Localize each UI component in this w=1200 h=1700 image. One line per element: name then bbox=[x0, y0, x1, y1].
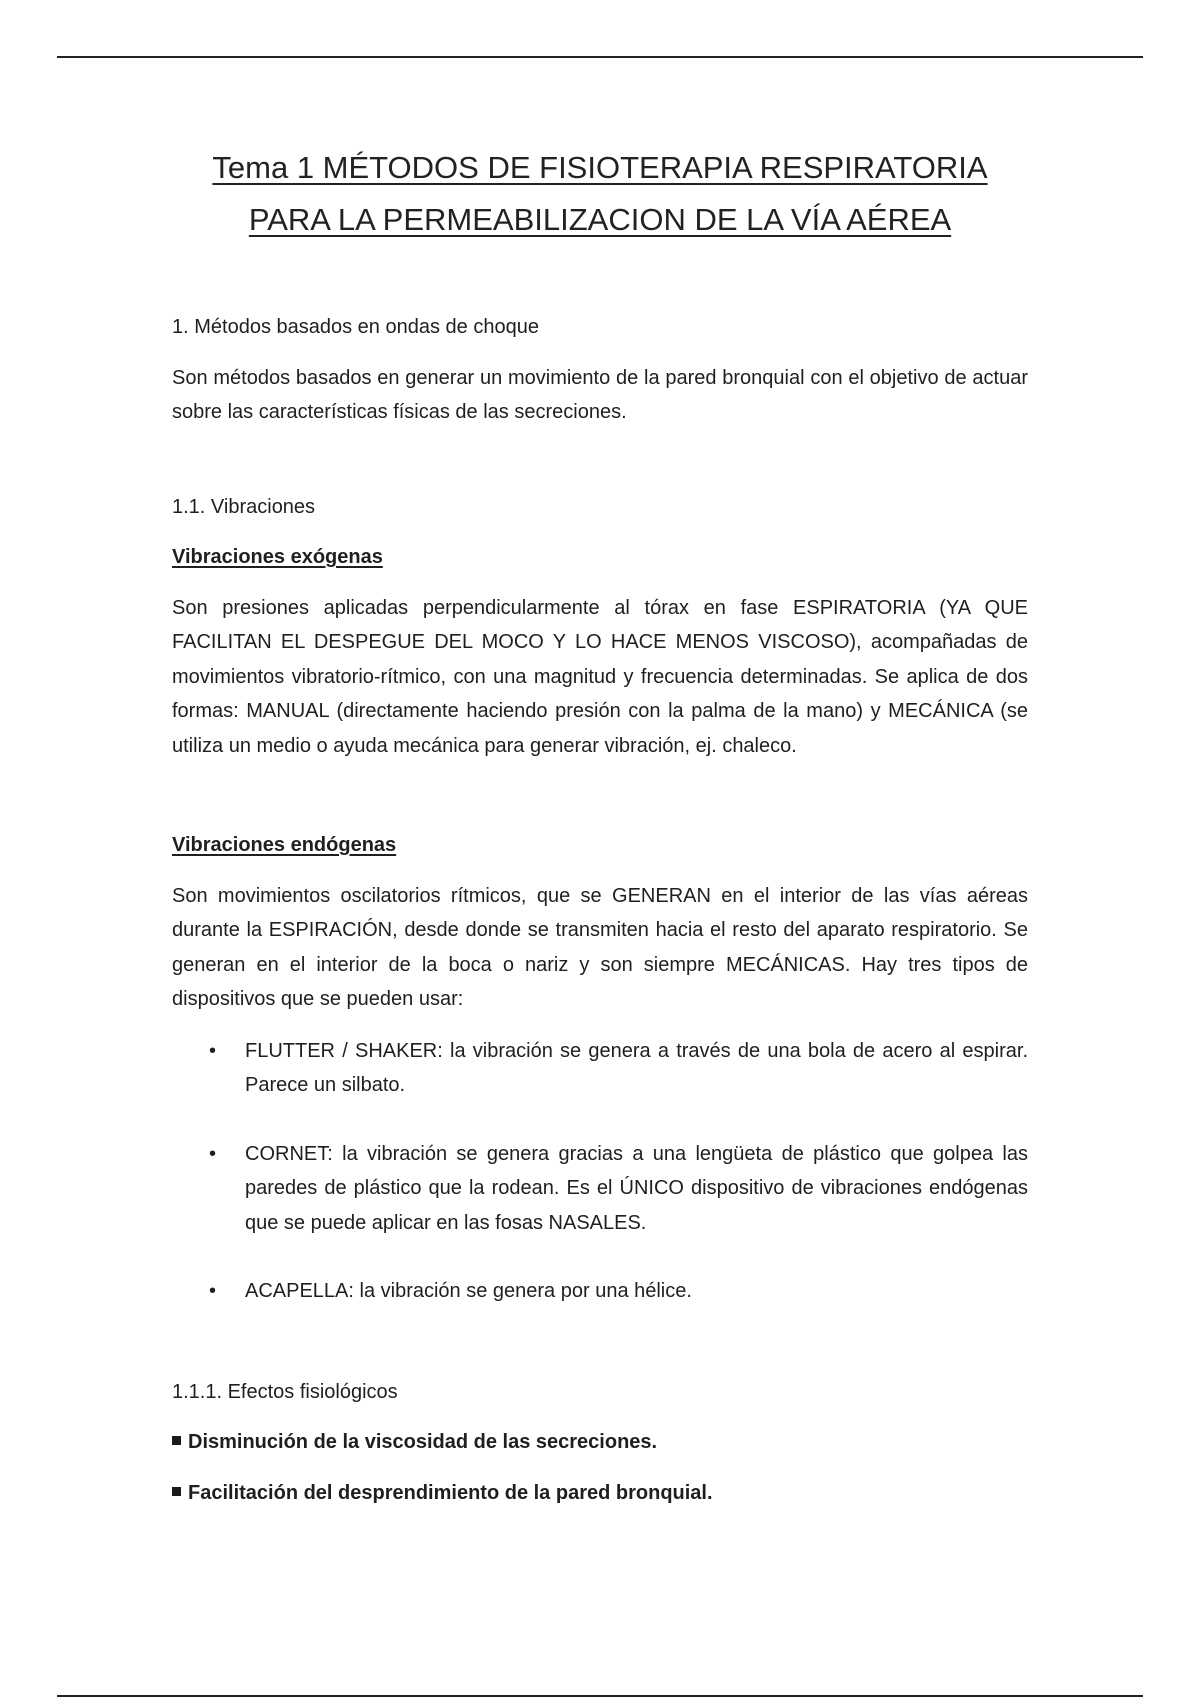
effect-text: Facilitación del desprendimiento de la pared bronquial. bbox=[188, 1481, 713, 1504]
effect-item bbox=[172, 1425, 1028, 1460]
exogenas-subheading: Vibraciones exógenas bbox=[172, 546, 383, 568]
list-item bbox=[172, 1274, 1028, 1309]
bullet-icon: • bbox=[209, 1280, 217, 1302]
device-list bbox=[172, 1034, 1028, 1309]
effect-item bbox=[172, 1476, 1028, 1511]
title-line-2: PARA LA PERMEABILIZACION DE LA VÍA AÉREA bbox=[248, 202, 952, 237]
device-flutter: FLUTTER / SHAKER: la vibración se genera a través de una bola de acero al espirar. Parece un silbato. bbox=[245, 1039, 1028, 1096]
square-bullet-icon bbox=[172, 1436, 181, 1445]
exogenas-paragraph: Son presiones aplicadas perpendicularmente al tórax en fase ESPIRATORIA (YA QUE FACILITAN EL DESPEGUE DEL MOCO Y LO HACE MENOS VISCOSO), acompañadas de movimientos vibratorio-rítmico, con una magnitud y frecuencia determinadas. Se aplica de dos formas: MANUAL (directamente haciendo presión con la palma de la mano) y MECÁNICA (se utiliza un medio o ayuda mecánica para generar vibración, ej. chaleco. bbox=[172, 596, 1028, 757]
title-line-1: Tema 1 MÉTODOS DE FISIOTERAPIA RESPIRATORIA bbox=[212, 150, 988, 185]
bullet-icon: • bbox=[209, 1039, 217, 1062]
endogenas-subheading: Vibraciones endógenas bbox=[172, 834, 397, 856]
section-1-paragraph: Son métodos basados en generar un movimiento de la pared bronquial con el objetivo de actuar sobre las características físicas de las secreciones. bbox=[172, 366, 1028, 423]
top-rule bbox=[57, 56, 1143, 58]
endogenas-paragraph: Son movimientos oscilatorios rítmicos, que se GENERAN en el interior de las vías aéreas durante la ESPIRACIÓN, desde donde se transmiten hacia el resto del aparato respiratorio. Se generan en el interior de la boca o nariz y son siempre MECÁNICAS. Hay tres tipos de dispositivos que se pueden usar: bbox=[172, 884, 1028, 1010]
list-item bbox=[172, 1034, 1028, 1103]
section-1-heading: 1. Métodos basados en ondas de choque bbox=[172, 316, 539, 338]
bullet-icon: • bbox=[209, 1142, 217, 1165]
list-item bbox=[172, 1137, 1028, 1241]
device-acapella: ACAPELLA: la vibración se genera por una hélice. bbox=[245, 1280, 692, 1302]
square-bullet-icon bbox=[172, 1487, 181, 1496]
document-body bbox=[172, 310, 1028, 1510]
section-1-1-heading: 1.1. Vibraciones bbox=[172, 495, 316, 518]
device-cornet: CORNET: la vibración se genera gracias a una lengüeta de plástico que golpea las paredes de plástico que la rodean. Es el ÚNICO dispositivo de vibraciones endógenas que se puede aplicar en las fosas NASALES. bbox=[245, 1142, 1028, 1234]
bottom-rule bbox=[57, 1695, 1143, 1697]
effect-text: Disminución de la viscosidad de las secreciones. bbox=[188, 1431, 658, 1453]
page-title bbox=[160, 142, 1040, 246]
section-1-1-1-heading: 1.1.1. Efectos fisiológicos bbox=[172, 1380, 398, 1403]
